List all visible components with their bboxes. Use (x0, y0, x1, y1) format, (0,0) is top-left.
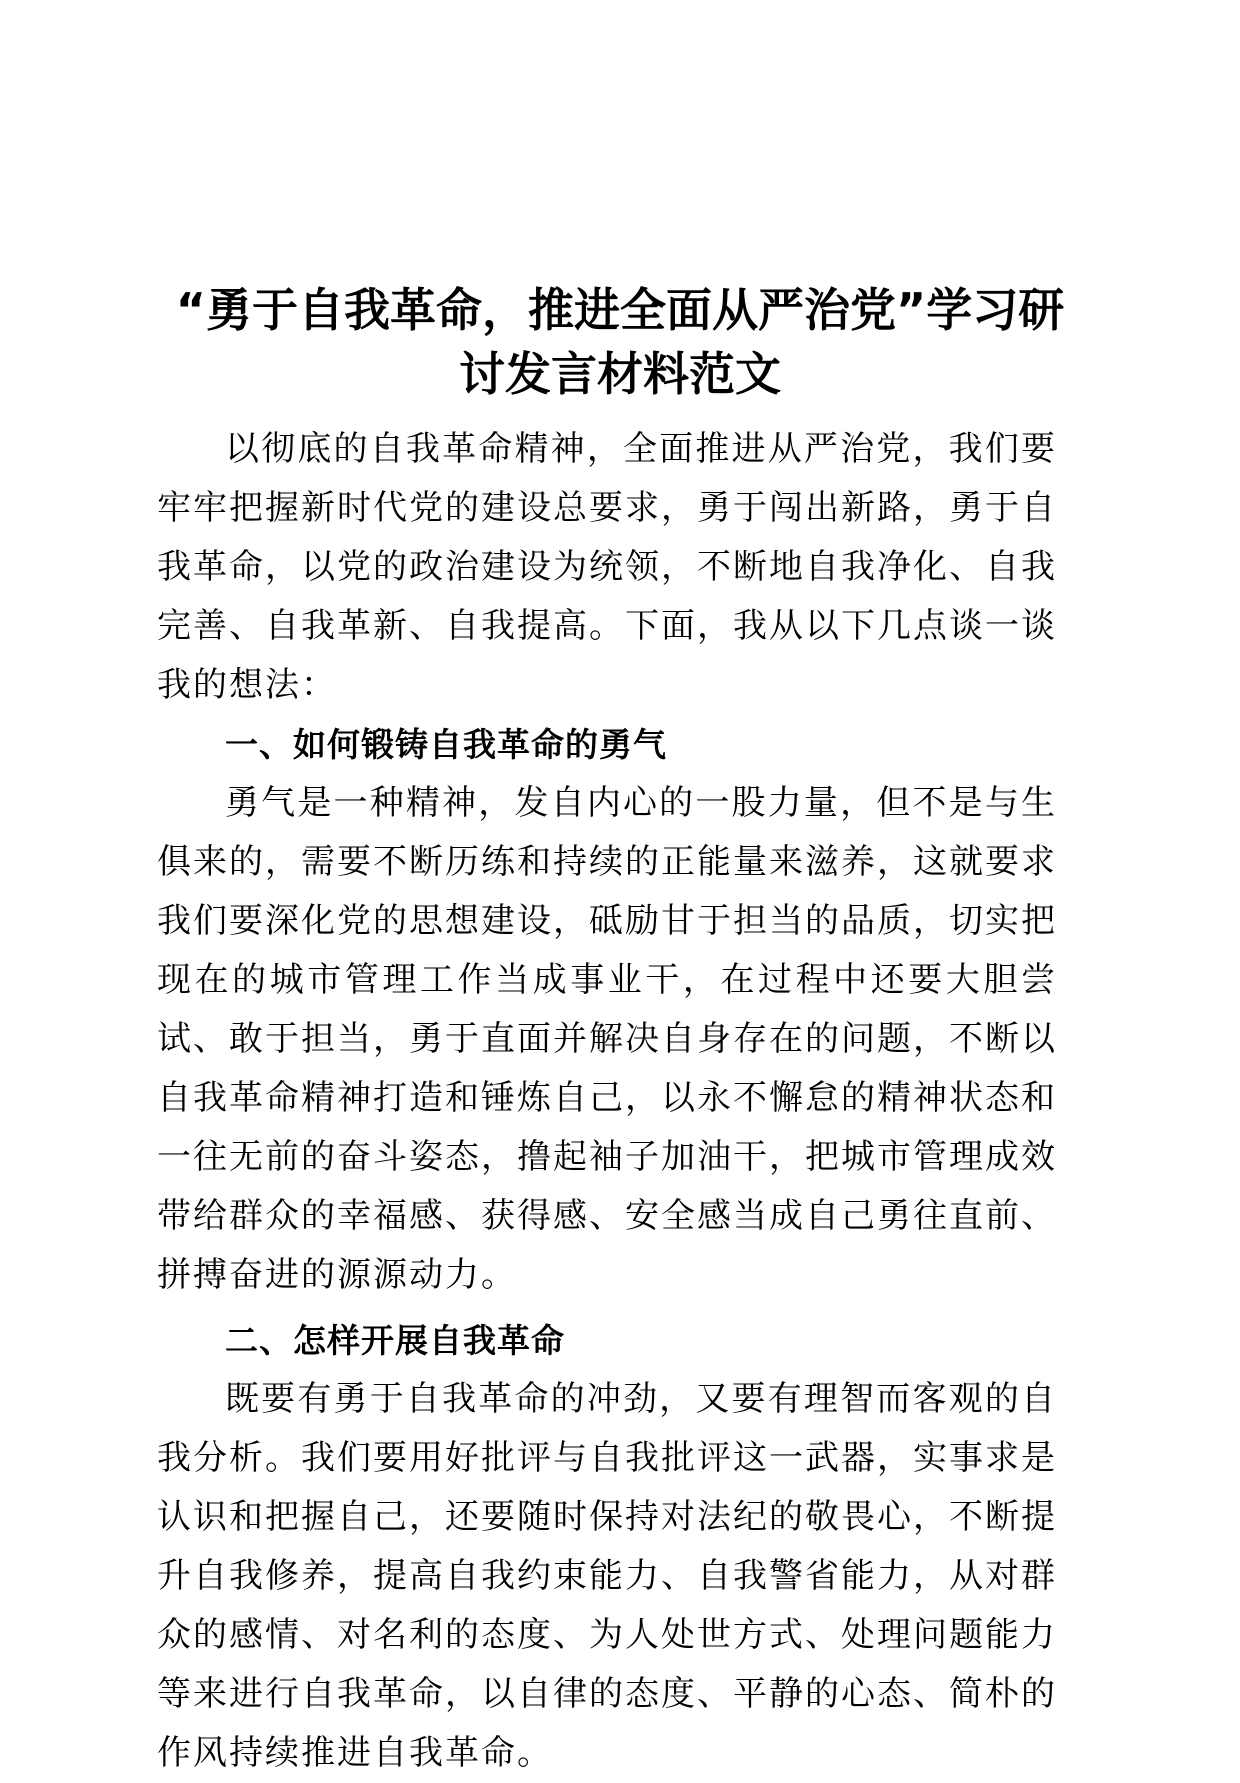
section-2-heading: 二、怎样开展自我革命 (225, 1321, 565, 1360)
title-line-1: “勇于自我革命，推进全面从严治党”学习研 (175, 283, 1065, 337)
document-title (140, 278, 1100, 406)
title-line-2: 讨发言材料范文 (459, 347, 781, 401)
section-2-paragraph: 既要有勇于自我革命的冲劲，又要有理智而客观的自我分析。我们要用好批评与自我批评这一武器，实事求是认识和把握自己，还要随时保持对法纪的敬畏心，不断提升自我修养，提高自我约束能力、自我警省能力，从对群众的感情、对名利的态度、为人处世方式、处理问题能力等来进行自我革命，以自律的态度、平静的心态、简朴的作风持续推进自我革命。 (157, 1379, 1057, 1773)
intro-paragraph: 以彻底的自我革命精神，全面推进从严治党，我们要牢牢把握新时代党的建设总要求，勇于闯出新路，勇于自我革命，以党的政治建设为统领，不断地自我净化、自我完善、自我革新、自我提高。下面，我从以下几点谈一谈我的想法： (157, 429, 1057, 705)
section-1-heading: 一、如何锻铸自我革命的勇气 (225, 725, 667, 764)
section-1-paragraph: 勇气是一种精神，发自内心的一股力量，但不是与生俱来的，需要不断历练和持续的正能量来滋养，这就要求我们要深化党的思想建设，砥励甘于担当的品质，切实把现在的城市管理工作当成事业干，在过程中还要大胆尝试、敢于担当，勇于直面并解决自身存在的问题，不断以自我革命精神打造和锤炼自己，以永不懈怠的精神状态和一往无前的奋斗姿态，撸起袖子加油干，把城市管理成效带给群众的幸福感、获得感、安全感当成自己勇往直前、拼搏奋进的源源动力。 (157, 783, 1057, 1295)
document-body (157, 420, 1057, 1783)
